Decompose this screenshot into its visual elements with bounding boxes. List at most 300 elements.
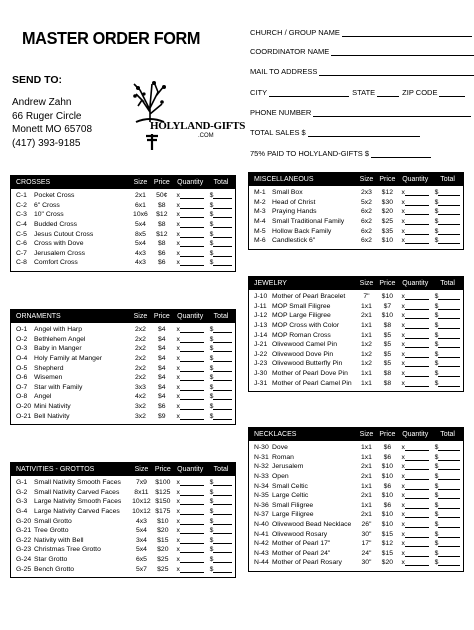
quantity-input[interactable] <box>173 345 207 352</box>
total-input[interactable] <box>432 322 463 329</box>
total-mark: $ <box>434 540 439 548</box>
quantity-input[interactable] <box>173 566 207 573</box>
total-input[interactable] <box>207 345 235 352</box>
product-code: O-3 <box>16 345 28 353</box>
quantity-input[interactable] <box>173 384 207 391</box>
product-size: 7x9 <box>135 479 147 487</box>
quantity-input[interactable] <box>398 550 432 557</box>
quantity-input[interactable] <box>173 250 207 257</box>
product-name: Olivewood Camel Pin <box>272 341 337 349</box>
product-size: 2x2 <box>134 355 146 363</box>
total-input[interactable] <box>207 250 235 257</box>
total-input[interactable] <box>432 351 463 358</box>
total-input[interactable] <box>432 189 463 196</box>
total-input[interactable] <box>207 221 235 228</box>
total-input[interactable] <box>207 489 235 496</box>
total-mark: $ <box>434 218 439 226</box>
city-state-zip-field[interactable] <box>250 88 465 97</box>
product-description <box>11 202 130 209</box>
product-size: 2x2 <box>134 326 146 334</box>
quantity-mark: x <box>176 192 180 200</box>
column-header-quantity: Quantity <box>177 179 204 186</box>
product-row <box>11 335 235 345</box>
church-group-field[interactable] <box>250 28 472 37</box>
product-size: 10x12 <box>132 498 151 506</box>
product-size: 26" <box>361 521 372 529</box>
logo-wordmark: HOLYLAND-GIFTS <box>150 120 246 132</box>
product-code: J-13 <box>254 322 268 330</box>
quantity-mark: x <box>401 198 405 206</box>
product-code: G-24 <box>16 556 32 564</box>
coordinator-field[interactable] <box>250 47 474 56</box>
quantity-input[interactable] <box>398 502 432 509</box>
quantity-input[interactable] <box>173 556 207 563</box>
quantity-mark: x <box>176 508 180 516</box>
quantity-input[interactable] <box>173 393 207 400</box>
quantity-mark: x <box>176 221 180 229</box>
product-code: M-6 <box>254 237 266 245</box>
quantity-input[interactable] <box>398 237 432 244</box>
product-name: Bell Nativity <box>34 412 70 420</box>
total-input[interactable] <box>207 374 235 381</box>
quantity-input[interactable] <box>398 218 432 225</box>
paid-amount-field[interactable] <box>250 149 431 158</box>
quantity-input[interactable] <box>173 240 207 247</box>
product-row <box>11 536 235 546</box>
product-code: G-25 <box>16 565 32 573</box>
total-input[interactable] <box>207 240 235 247</box>
product-name: Small Celtic <box>272 482 308 490</box>
total-input[interactable] <box>207 336 235 343</box>
quantity-mark: x <box>401 501 405 509</box>
product-description <box>249 550 357 557</box>
quantity-input[interactable] <box>173 336 207 343</box>
total-input[interactable] <box>207 413 235 420</box>
quantity-input[interactable] <box>398 540 432 547</box>
total-input[interactable] <box>207 202 235 209</box>
product-price: $4 <box>158 383 166 391</box>
total-input[interactable] <box>432 199 463 206</box>
product-price: $12 <box>156 230 168 238</box>
product-row <box>11 191 235 201</box>
total-input[interactable] <box>207 231 235 238</box>
product-code: C-2 <box>16 201 27 209</box>
quantity-input[interactable] <box>173 374 207 381</box>
product-code: N-37 <box>254 511 269 519</box>
quantity-input[interactable] <box>398 332 432 339</box>
product-row <box>249 302 463 312</box>
total-sales-field[interactable] <box>250 128 420 137</box>
product-size: 5x4 <box>134 240 146 248</box>
product-row <box>249 350 463 360</box>
product-description <box>11 566 130 573</box>
product-code: N-44 <box>254 559 269 567</box>
quantity-input[interactable] <box>398 322 432 329</box>
quantity-input[interactable] <box>398 492 432 499</box>
total-input[interactable] <box>432 454 463 461</box>
product-description <box>249 199 357 206</box>
total-input[interactable] <box>432 559 463 566</box>
quantity-mark: x <box>401 331 405 339</box>
product-price: $20 <box>157 527 169 535</box>
section-header <box>11 176 235 189</box>
total-mark: $ <box>209 393 214 401</box>
product-description <box>249 521 357 528</box>
product-name: Praying Hands <box>272 208 317 216</box>
product-row <box>249 217 463 227</box>
product-code: G-4 <box>16 508 28 516</box>
product-name: Large Nativity Smooth Faces <box>34 498 122 506</box>
product-name: Roman <box>272 453 294 461</box>
total-mark: $ <box>434 331 439 339</box>
quantity-input[interactable] <box>398 208 432 215</box>
total-input[interactable] <box>432 303 463 310</box>
product-price: $10 <box>157 517 169 525</box>
quantity-input[interactable] <box>398 228 432 235</box>
quantity-input[interactable] <box>398 531 432 538</box>
quantity-input[interactable] <box>398 473 432 480</box>
product-description <box>11 393 130 400</box>
product-row <box>249 481 463 491</box>
total-mark: $ <box>434 322 439 330</box>
product-row <box>249 443 463 453</box>
total-mark: $ <box>209 249 214 257</box>
total-input[interactable] <box>207 403 235 410</box>
total-input[interactable] <box>432 332 463 339</box>
total-input[interactable] <box>432 293 463 300</box>
total-input[interactable] <box>432 531 463 538</box>
total-input[interactable] <box>207 192 235 199</box>
product-price: $6 <box>158 403 166 411</box>
product-code: J-11 <box>254 302 267 310</box>
quantity-input[interactable] <box>398 189 432 196</box>
product-size: 1x2 <box>360 341 372 349</box>
total-input[interactable] <box>432 360 463 367</box>
product-name: MOP Large Filigree <box>272 312 331 320</box>
quantity-input[interactable] <box>173 231 207 238</box>
total-input[interactable] <box>432 208 463 215</box>
product-size: 6x2 <box>360 227 372 235</box>
column-header-quantity: Quantity <box>177 466 204 473</box>
product-row <box>249 359 463 369</box>
quantity-input[interactable] <box>173 259 207 266</box>
total-mark: $ <box>434 293 439 301</box>
total-input[interactable] <box>432 521 463 528</box>
product-row <box>11 545 235 555</box>
quantity-mark: x <box>176 240 180 248</box>
product-row <box>11 239 235 249</box>
product-size: 5x4 <box>135 527 147 535</box>
olive-tree-icon <box>128 78 232 158</box>
product-row <box>11 373 235 383</box>
quantity-input[interactable] <box>173 489 207 496</box>
quantity-input[interactable] <box>173 365 207 372</box>
product-code: N-31 <box>254 453 269 461</box>
quantity-input[interactable] <box>398 199 432 206</box>
quantity-input[interactable] <box>173 413 207 420</box>
product-code: N-30 <box>254 444 269 452</box>
total-input[interactable] <box>207 259 235 266</box>
product-name: Small Filigree <box>272 501 314 509</box>
product-size: 1x1 <box>360 379 372 387</box>
product-size: 4x3 <box>135 517 147 525</box>
quantity-input[interactable] <box>398 444 432 451</box>
product-code: J-30 <box>254 370 268 378</box>
product-code: J-14 <box>254 331 268 339</box>
total-input[interactable] <box>207 498 235 505</box>
product-code: J-31 <box>254 379 268 387</box>
quantity-input[interactable] <box>173 211 207 218</box>
total-input[interactable] <box>432 218 463 225</box>
total-input[interactable] <box>432 511 463 518</box>
product-size: 5x2 <box>360 198 372 206</box>
total-input[interactable] <box>207 508 235 515</box>
product-size: 4x3 <box>134 249 146 257</box>
quantity-mark: x <box>176 259 180 267</box>
total-input[interactable] <box>432 237 463 244</box>
quantity-input[interactable] <box>398 483 432 490</box>
quantity-input[interactable] <box>398 351 432 358</box>
product-price: $6 <box>383 444 392 452</box>
product-row <box>249 321 463 331</box>
total-input[interactable] <box>432 492 463 499</box>
product-price: $15 <box>381 530 394 538</box>
total-mark: $ <box>434 482 439 490</box>
total-mark: $ <box>209 192 214 200</box>
quantity-input[interactable] <box>173 192 207 199</box>
product-row <box>11 325 235 335</box>
product-code: C-5 <box>16 230 27 238</box>
total-mark: $ <box>434 302 439 310</box>
product-code: N-36 <box>254 501 269 509</box>
quantity-input[interactable] <box>398 293 432 300</box>
total-input[interactable] <box>207 479 235 486</box>
total-input[interactable] <box>207 556 235 563</box>
total-input[interactable] <box>432 483 463 490</box>
mail-address-field[interactable] <box>250 67 474 76</box>
section-header <box>249 173 463 186</box>
product-row <box>11 354 235 364</box>
quantity-mark: x <box>401 350 405 358</box>
quantity-input[interactable] <box>173 518 207 525</box>
quantity-input[interactable] <box>398 380 432 387</box>
product-code: N-40 <box>254 521 269 529</box>
product-price: $15 <box>157 536 169 544</box>
product-name: Hollow Back Family <box>272 227 332 235</box>
total-mark: $ <box>434 463 439 471</box>
quantity-input[interactable] <box>173 326 207 333</box>
product-code: O-4 <box>16 355 28 363</box>
quantity-input[interactable] <box>173 403 207 410</box>
product-row <box>249 472 463 482</box>
section-panel <box>10 309 236 425</box>
quantity-input[interactable] <box>398 370 432 377</box>
section-title: ORNAMENTS <box>16 313 61 320</box>
product-code: N-35 <box>254 492 269 500</box>
product-row <box>249 529 463 539</box>
quantity-mark: x <box>176 527 180 535</box>
product-name: Mother of Pearl Rosary <box>272 559 342 567</box>
product-name: MOP Cross with Color <box>272 322 340 330</box>
total-input[interactable] <box>432 228 463 235</box>
product-price: $4 <box>158 364 166 372</box>
total-input[interactable] <box>432 380 463 387</box>
logo-domain: .COM <box>198 133 214 139</box>
product-price: $4 <box>158 393 166 401</box>
total-input[interactable] <box>207 518 235 525</box>
quantity-input[interactable] <box>173 355 207 362</box>
product-price: $100 <box>155 479 171 487</box>
total-mark: $ <box>434 511 439 519</box>
quantity-input[interactable] <box>173 479 207 486</box>
product-name: 10" Cross <box>34 211 64 219</box>
quantity-input[interactable] <box>398 511 432 518</box>
product-name: Olivewood Bead Necklace <box>272 521 352 529</box>
product-price: $8 <box>158 221 166 229</box>
product-name: Small Traditional Family <box>272 218 345 226</box>
column-header-total: Total <box>213 313 229 320</box>
quantity-input[interactable] <box>398 341 432 348</box>
total-mark: $ <box>434 559 439 567</box>
product-size: 2x1 <box>360 511 372 519</box>
column-header-size: Size <box>359 176 374 183</box>
product-code: O-2 <box>16 335 28 343</box>
total-input[interactable] <box>432 312 463 319</box>
product-description <box>249 559 357 566</box>
product-row <box>249 236 463 246</box>
product-price: $4 <box>158 326 166 334</box>
column-header-price: Price <box>379 431 396 438</box>
quantity-input[interactable] <box>173 508 207 515</box>
quantity-mark: x <box>176 546 180 554</box>
quantity-input[interactable] <box>398 454 432 461</box>
product-name: Head of Christ <box>272 198 316 206</box>
product-price: $6 <box>383 453 392 461</box>
product-code: G-1 <box>16 479 28 487</box>
field-label: COORDINATOR NAME <box>250 47 330 56</box>
quantity-input[interactable] <box>173 537 207 544</box>
product-row <box>11 555 235 565</box>
total-input[interactable] <box>432 473 463 480</box>
total-mark: $ <box>434 379 439 387</box>
total-input[interactable] <box>432 550 463 557</box>
product-description <box>11 527 130 534</box>
product-row <box>249 198 463 208</box>
product-size: 1x1 <box>360 370 372 378</box>
total-input[interactable] <box>207 365 235 372</box>
column-header-total: Total <box>440 431 455 438</box>
total-input[interactable] <box>432 444 463 451</box>
product-code: M-1 <box>254 189 266 197</box>
quantity-input[interactable] <box>173 527 207 534</box>
total-input[interactable] <box>432 370 463 377</box>
product-code: C-3 <box>16 211 27 219</box>
total-input[interactable] <box>432 463 463 470</box>
column-header-price: Price <box>154 466 171 473</box>
quantity-input[interactable] <box>398 463 432 470</box>
product-price: $8 <box>383 322 392 330</box>
quantity-input[interactable] <box>173 221 207 228</box>
product-description <box>249 303 357 310</box>
total-input[interactable] <box>207 566 235 573</box>
total-input[interactable] <box>432 540 463 547</box>
product-row <box>11 258 235 268</box>
product-description <box>11 479 130 486</box>
product-code: O-8 <box>16 393 28 401</box>
product-code: G-3 <box>16 498 28 506</box>
product-size: 3x2 <box>134 403 146 411</box>
product-price: $5 <box>383 350 392 358</box>
product-code: J-22 <box>254 350 268 358</box>
product-name: Nativity with Bell <box>34 536 84 544</box>
product-row <box>11 201 235 211</box>
total-input[interactable] <box>207 527 235 534</box>
quantity-input[interactable] <box>398 312 432 319</box>
total-mark: $ <box>209 326 214 334</box>
product-row <box>249 330 463 340</box>
total-input[interactable] <box>207 546 235 553</box>
product-size: 2x2 <box>134 364 146 372</box>
product-row <box>11 249 235 259</box>
product-size: 1x1 <box>360 322 372 330</box>
product-size: 1x1 <box>360 501 372 509</box>
quantity-mark: x <box>176 249 180 257</box>
product-row <box>249 378 463 388</box>
product-code: G-2 <box>16 488 28 496</box>
quantity-input[interactable] <box>398 559 432 566</box>
total-input[interactable] <box>432 502 463 509</box>
field-label: TOTAL SALES $ <box>250 128 306 137</box>
quantity-input[interactable] <box>398 303 432 310</box>
quantity-mark: x <box>176 230 180 238</box>
total-mark: $ <box>209 201 214 209</box>
total-input[interactable] <box>207 355 235 362</box>
total-mark: $ <box>434 189 439 197</box>
product-size: 6x2 <box>360 208 372 216</box>
phone-field[interactable] <box>250 108 471 117</box>
total-input[interactable] <box>432 341 463 348</box>
product-description <box>11 240 130 247</box>
total-mark: $ <box>209 364 214 372</box>
address-line: Andrew Zahn <box>12 97 72 108</box>
quantity-mark: x <box>401 189 405 197</box>
total-input[interactable] <box>207 326 235 333</box>
total-input[interactable] <box>207 384 235 391</box>
product-price: $175 <box>155 508 171 516</box>
total-input[interactable] <box>207 211 235 218</box>
product-size: 4x2 <box>134 393 146 401</box>
quantity-input[interactable] <box>173 498 207 505</box>
total-mark: $ <box>209 374 214 382</box>
total-input[interactable] <box>207 537 235 544</box>
quantity-input[interactable] <box>173 202 207 209</box>
column-header-price: Price <box>153 313 170 320</box>
quantity-input[interactable] <box>173 546 207 553</box>
quantity-mark: x <box>401 227 405 235</box>
quantity-mark: x <box>176 403 180 411</box>
quantity-mark: x <box>401 511 405 519</box>
field-label: CITY <box>250 88 268 97</box>
quantity-mark: x <box>401 302 405 310</box>
total-input[interactable] <box>207 393 235 400</box>
quantity-input[interactable] <box>398 521 432 528</box>
product-price: $12 <box>156 211 168 219</box>
product-description <box>11 508 130 515</box>
product-price: $5 <box>383 331 392 339</box>
product-name: Cross with Dove <box>34 240 84 248</box>
product-size: 30" <box>361 559 372 567</box>
quantity-input[interactable] <box>398 360 432 367</box>
